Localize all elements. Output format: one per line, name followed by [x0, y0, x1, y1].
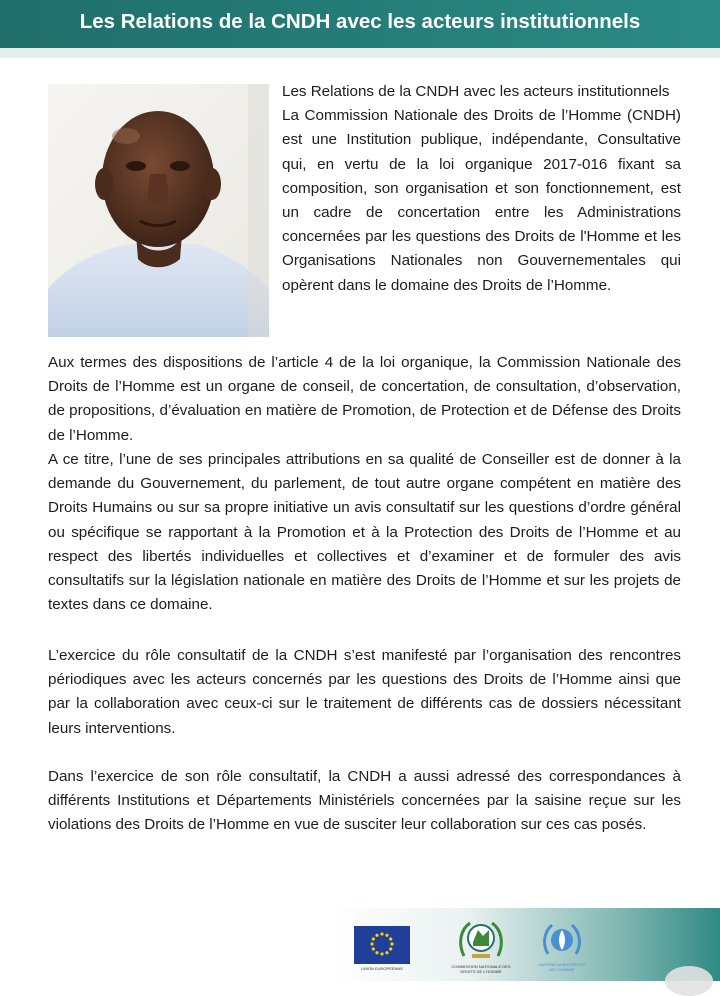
page-curl-icon — [665, 966, 713, 996]
header-divider — [0, 48, 720, 58]
paragraph-text: Dans l’exercice de son rôle consultatif, la CNDH a aussi adressé des correspondances à différents Institutions et Départements Ministériels concernées par la saisine reçue sur les violations des Droits de l’Homme en vue de susciter leur collaboration sur ces cas posés. — [48, 768, 681, 834]
paragraph-exercice-role — [48, 644, 681, 741]
un-laurel-icon — [540, 920, 584, 960]
intro-section — [282, 80, 681, 298]
paragraph-dans-exercice — [48, 765, 681, 838]
cndh-emblem-icon — [456, 918, 506, 962]
un-logo-caption: NATIONS UNIES DROITS DE L'HOMME — [538, 962, 586, 972]
paragraph-text: L’exercice du rôle consultatif de la CNDH s’est manifesté par l’organisation des rencontres périodiques avec les acteurs concernés par les questions des Droits de l’Homme ainsi que par la collaboration avec ceux-ci sur le traitement de différents cas de dossiers nécessitant leurs interventions. — [48, 647, 681, 737]
page-title: Les Relations de la CNDH avec les acteurs institutionnels — [79, 10, 641, 33]
intro-body: La Commission Nationale des Droits de l’Homme (CNDH) est une Institution publique, indépendante, Consultative qui, en vertu de la loi organique 2017-016 fixant sa composition, son organisation et son fonctionnement, est un cadre de concertation entre les Administrations concernées par les questions des Droits de l'Homme et les Organisations Nationales non Gouvernementales qui opèrent dans le domaine des Droits de l’Homme. — [282, 107, 681, 294]
eu-logo-caption: UNION EUROPÉENNE — [360, 966, 403, 971]
portrait-illustration — [48, 84, 269, 337]
paragraph-text: A ce titre, l’une de ses principales attributions en sa qualité de Conseiller est de donner à la demande du Gouvernement, du parlement, de tout autre organe compétent en matière des Droits Humains ou sur sa propre initiative un avis consultatif sur les questions d’ordre général ou spécifique se rapportant à la Promotion et à la Protection des Droits de l’Homme et au respect des libertés individuelles et collectives et d’examiner et de formuler des avis consultatifs sur la législation nationale en matière des Droits de l’Homme et sur les projets de textes dans ce domaine. — [48, 451, 681, 614]
cndh-logo-caption: COMMISSION NATIONALE DES DROITS DE L'HOMME — [451, 964, 511, 974]
portrait-photo — [48, 84, 269, 337]
eu-flag-icon — [354, 926, 410, 964]
un-human-rights-logo — [540, 920, 584, 976]
paragraph-aux-termes — [48, 351, 681, 448]
eu-logo — [354, 926, 410, 971]
cndh-logo — [451, 918, 511, 976]
intro-heading: Les Relations de la CNDH avec les acteurs institutionnels — [282, 83, 670, 100]
paragraph-text: Aux termes des dispositions de l’article 4 de la loi organique, la Commission Nationale des Droits de l’Homme est un organe de conseil, de concertation, de consultation, d’observation, de propositions, d’évaluation en matière de Promotion, de Protection et de Défense des Droits de l’Homme. — [48, 354, 681, 444]
paragraph-a-ce-titre — [48, 448, 681, 617]
